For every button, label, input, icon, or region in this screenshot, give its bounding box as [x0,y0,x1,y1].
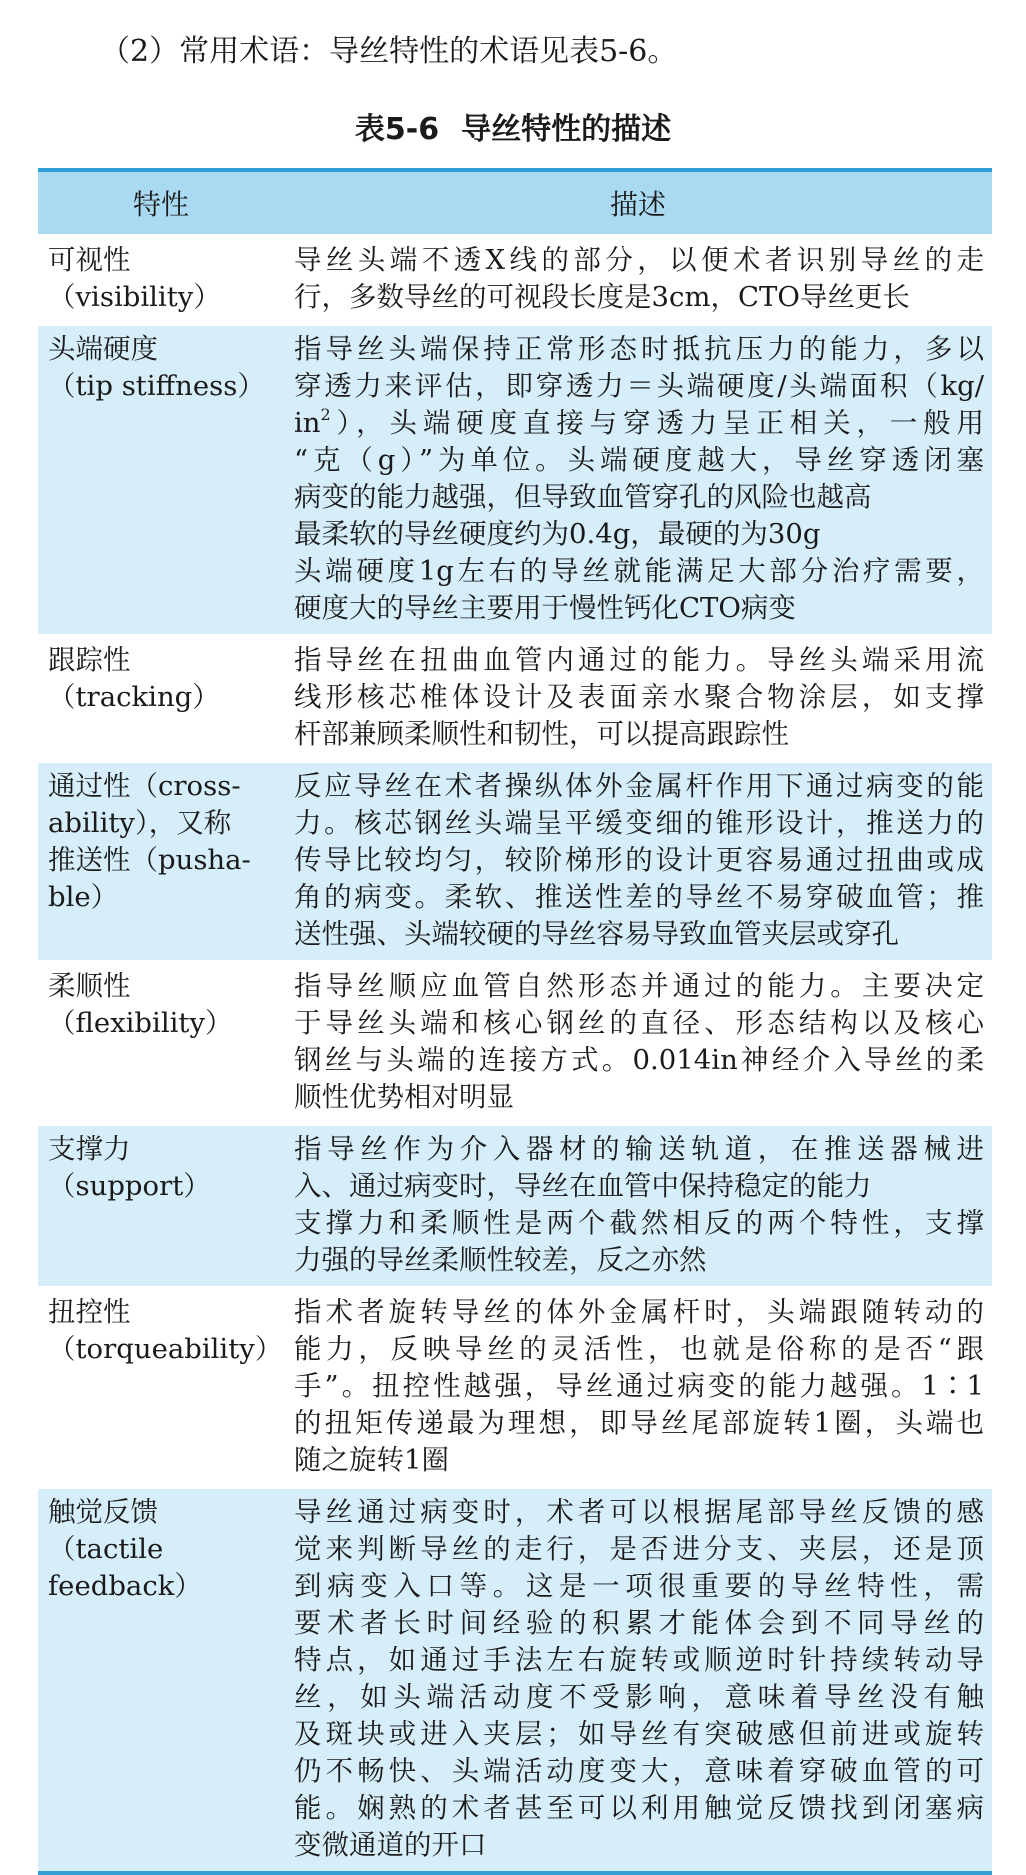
guidewire-properties-table [38,168,992,1875]
table-row [38,762,992,962]
description-line: 杆部兼顾柔顺性和韧性，可以提高跟踪性 [294,718,789,750]
description-cell [284,1125,992,1288]
table-header-row [38,170,992,236]
table-row [38,236,992,325]
description-line: 指术者旋转导丝的体外金属杆时，头端跟随转动的 [294,1296,984,1328]
property-name-line: ability），又称 [48,807,232,839]
description-line: 手”。扭控性越强，导丝通过病变的能力越强。1∶1 [294,1370,984,1402]
property-cell [38,1288,284,1488]
description-line: 于导丝头端和核心钢丝的直径、形态结构以及核心 [294,1007,984,1039]
description-line: 指导丝在扭曲血管内通过的能力。导丝头端采用流 [294,644,984,676]
property-name-en: （tracking） [48,681,220,713]
property-name-en: （flexibility） [48,1007,233,1039]
description-line: “克（g）”为单位。头端硬度越大，导丝穿透闭塞 [294,444,984,476]
description-line: 指导丝作为介入器材的输送轨道，在推送器械进 [294,1133,984,1165]
description-line: 指导丝顺应血管自然形态并通过的能力。主要决定 [294,970,984,1002]
description-line: 病变的能力越强，但导致血管穿孔的风险也越高 [294,481,872,513]
description-cell [284,962,992,1125]
property-cell [38,762,284,962]
property-name-en: （tip stiffness） [48,370,265,402]
description-line: 头端硬度1g左右的导丝就能满足大部分治疗需要， [294,555,984,587]
property-name-zh: 支撑力 [48,1133,131,1165]
description-line [294,405,984,442]
description-line: 仍不畅快、头端活动度变大，意味着穿破血管的可 [294,1755,984,1787]
description-line: 硬度大的导丝主要用于慢性钙化CTO病变 [294,592,796,624]
description-line: 的扭矩传递最为理想，即导丝尾部旋转1圈，头端也 [294,1407,984,1439]
property-cell [38,636,284,762]
description-line: 变微通道的开口 [294,1829,487,1861]
description-line: 穿透力来评估，即穿透力＝头端硬度/头端面积（kg/ [294,370,984,402]
description-line: 线形核芯椎体设计及表面亲水聚合物涂层，如支撑 [294,681,984,713]
description-line: 到病变入口等。这是一项很重要的导丝特性，需 [294,1570,984,1602]
property-name-en: （support） [48,1170,211,1202]
property-cell [38,1125,284,1288]
property-name-line: ble） [48,881,119,913]
description-line: 角的病变。柔软、推送性差的导丝不易穿破血管；推 [294,881,984,913]
table-row [38,1288,992,1488]
property-name-line: 通过性（cross- [48,770,241,802]
description-line: 导丝头端不透X线的部分，以便术者识别导丝的走 [294,244,984,276]
header-description: 描述 [284,170,992,236]
property-cell [38,1488,284,1874]
property-name-en: （tactile feedback） [48,1533,202,1602]
description-line: 力。核芯钢丝头端呈平缓变细的锥形设计，推送力的 [294,807,984,839]
property-name-line: 推送性（pusha- [48,844,251,876]
description-line: 反应导丝在术者操纵体外金属杆作用下通过病变的能 [294,770,984,802]
description-line: 要术者长时间经验的积累才能体会到不同导丝的 [294,1607,984,1639]
property-name-en: （visibility） [48,281,221,313]
description-line: 力强的导丝柔顺性较差，反之亦然 [294,1244,707,1276]
property-cell [38,325,284,636]
description-line: 随之旋转1圈 [294,1444,449,1476]
table-number: 表5-6 [354,112,440,147]
description-line: 入、通过病变时，导丝在血管中保持稳定的能力 [294,1170,872,1202]
property-name-zh: 头端硬度 [48,333,158,365]
property-name-zh: 柔顺性 [48,970,131,1002]
table-caption [0,108,1026,152]
description-cell [284,325,992,636]
table-row [38,325,992,636]
table-row [38,636,992,762]
superscript: 2 [320,404,331,424]
property-cell [38,236,284,325]
description-cell [284,1488,992,1874]
description-line: 丝，如头端活动度不受影响，意味着导丝没有触 [294,1681,984,1713]
description-line: 支撑力和柔顺性是两个截然相反的两个特性，支撑 [294,1207,984,1239]
description-line: 送性强、头端较硬的导丝容易导致血管夹层或穿孔 [294,918,899,950]
description-line: 最柔软的导丝硬度约为0.4g，最硬的为30g [294,518,821,550]
description-cell [284,762,992,962]
table-row [38,1125,992,1288]
property-name-zh: 可视性 [48,244,131,276]
property-name-zh: 触觉反馈 [48,1496,158,1528]
table-title: 导丝特性的描述 [461,112,672,147]
table-row [38,962,992,1125]
description-line: 能力，反映导丝的灵活性，也就是俗称的是否“跟 [294,1333,984,1365]
property-cell [38,962,284,1125]
description-line: 钢丝与头端的连接方式。0.014in神经介入导丝的柔 [294,1044,984,1076]
description-line: 行，多数导丝的可视段长度是3cm，CTO导丝更长 [294,281,910,313]
property-name-zh: 跟踪性 [48,644,131,676]
description-fragment: in [294,407,321,439]
header-property: 特性 [38,170,284,236]
property-name-zh: 扭控性 [48,1296,131,1328]
description-line: 及斑块或进入夹层；如导丝有突破感但前进或旋转 [294,1718,984,1750]
property-name-en: （torqueability） [48,1333,283,1365]
description-line: 能。娴熟的术者甚至可以利用触觉反馈找到闭塞病 [294,1792,984,1824]
description-line: 传导比较均匀，较阶梯形的设计更容易通过扭曲或成 [294,844,984,876]
table-row [38,1488,992,1874]
description-line: 觉来判断导丝的走行，是否进分支、夹层，还是顶 [294,1533,984,1565]
description-line: 顺性优势相对明显 [294,1081,514,1113]
description-line: 导丝通过病变时，术者可以根据尾部导丝反馈的感 [294,1496,984,1528]
description-cell [284,636,992,762]
description-cell [284,236,992,325]
description-fragment: ），头端硬度直接与穿透力呈正相关，一般用 [330,407,984,439]
description-cell [284,1288,992,1488]
description-line: 特点，如通过手法左右旋转或顺逆时针持续转动导 [294,1644,984,1676]
intro-paragraph: （2）常用术语：导丝特性的术语见表5-6。 [100,34,678,69]
description-line: 指导丝头端保持正常形态时抵抗压力的能力，多以 [294,333,984,365]
